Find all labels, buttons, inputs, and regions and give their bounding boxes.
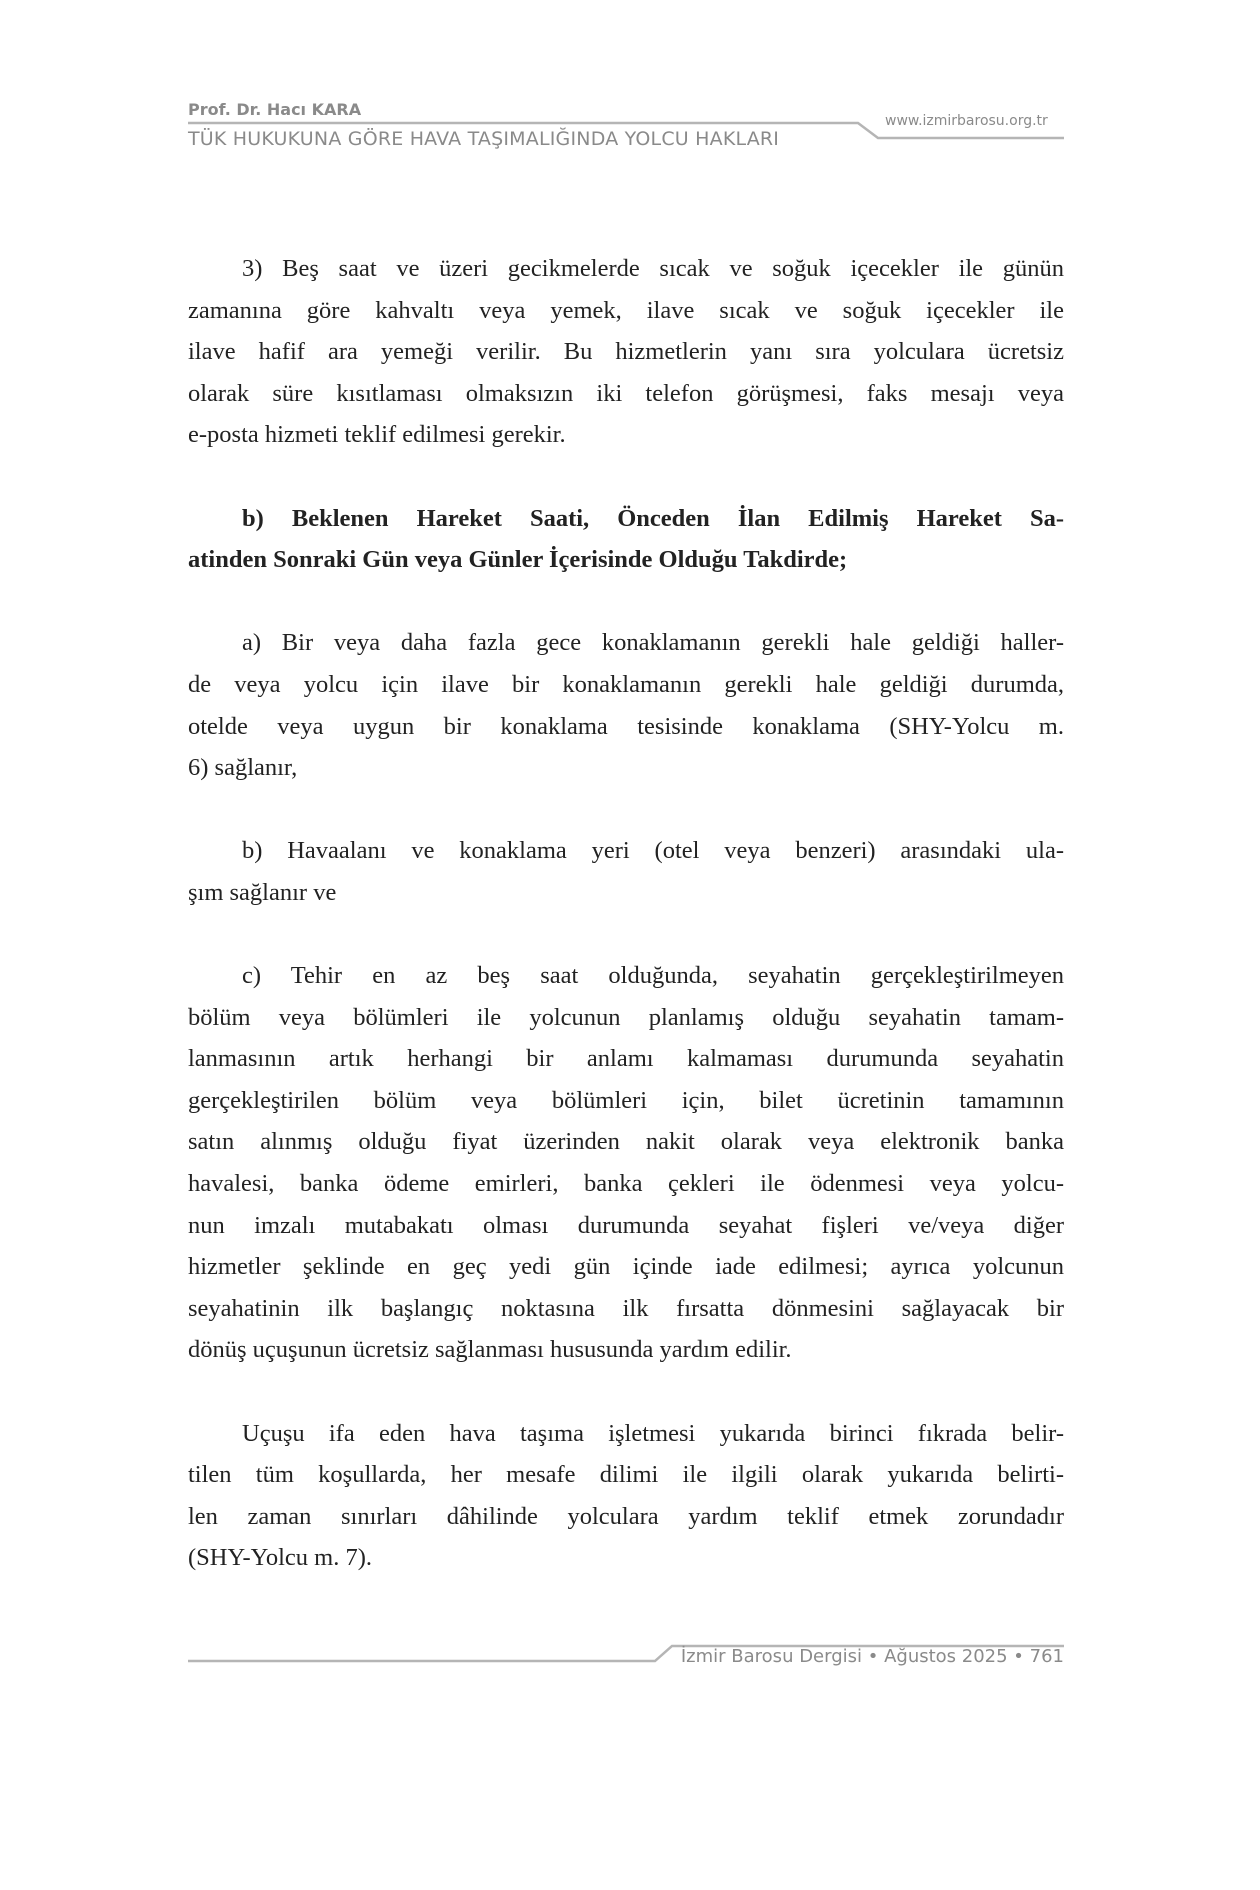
- text-line: tilen tüm koşullarda, her mesafe dilimi ile ilgili olarak yukarıda belirti-: [188, 1461, 1064, 1489]
- text-line: seyahatinin ilk başlangıç noktasına ilk fırsatta dönmesini sağlayacak bir: [188, 1294, 1064, 1322]
- section-heading: [188, 498, 1064, 581]
- text-line: c) Tehir en az beş saat olduğunda, seyahatin gerçekleştirilmeyen: [242, 962, 1064, 990]
- text-line: havalesi, banka ödeme emirleri, banka çekleri ile ödenmesi veya yolcu-: [188, 1170, 1064, 1198]
- text-line: Uçuşu ifa eden hava taşıma işletmesi yukarıda birinci fıkrada belir-: [242, 1419, 1064, 1447]
- text-line: hizmetler şeklinde en geç yedi gün içinde iade edilmesi; ayrıca yolcunun: [188, 1253, 1064, 1281]
- text-line: ilave hafif ara yemeği verilir. Bu hizmetlerin yanı sıra yolculara ücretsiz: [188, 338, 1064, 366]
- paragraph: [188, 622, 1064, 788]
- text-line: 6) sağlanır,: [188, 754, 298, 782]
- text-line: len zaman sınırları dâhilinde yolculara yardım teklif etmek zorundadır: [188, 1502, 1064, 1530]
- paragraph: [188, 1413, 1064, 1579]
- text-line: b) Havaalanı ve konaklama yeri (otel veya benzeri) arasındaki ula-: [242, 837, 1064, 865]
- text-line: otelde veya uygun bir konaklama tesisinde konaklama (SHY-Yolcu m.: [188, 712, 1064, 740]
- paragraph: [188, 830, 1064, 913]
- text-line: nun imzalı mutabakatı olması durumunda seyahat fişleri ve/veya diğer: [188, 1211, 1064, 1239]
- body-text: [188, 248, 1064, 1621]
- text-line: dönüş uçuşunun ücretsiz sağlanması hususunda yardım edilir.: [188, 1336, 792, 1364]
- text-line: gerçekleştirilen bölüm veya bölümleri için, bilet ücretinin tamamının: [188, 1086, 1064, 1114]
- paragraph: [188, 955, 1064, 1371]
- text-line: b) Beklenen Hareket Saati, Önceden İlan Edilmiş Hareket Sa-: [242, 504, 1064, 532]
- author-name: Prof. Dr. Hacı KARA: [188, 100, 362, 119]
- text-line: (SHY-Yolcu m. 7).: [188, 1544, 373, 1572]
- text-line: e-posta hizmeti teklif edilmesi gerekir.: [188, 421, 566, 449]
- article-title: TÜK HUKUKUNA GÖRE HAVA TAŞIMALIĞINDA YOLCU HAKLARI: [188, 128, 780, 150]
- text-line: satın alınmış olduğu fiyat üzerinden nakit olarak veya elektronik banka: [188, 1128, 1064, 1156]
- text-line: şım sağlanır ve: [188, 878, 337, 906]
- paragraph: [188, 248, 1064, 456]
- text-line: zamanına göre kahvaltı veya yemek, ilave sıcak ve soğuk içecekler ile: [188, 296, 1064, 324]
- text-line: atinden Sonraki Gün veya Günler İçerisinde Olduğu Takdirde;: [188, 546, 848, 574]
- text-line: olarak süre kısıtlaması olmaksızın iki telefon görüşmesi, faks mesajı veya: [188, 379, 1064, 407]
- text-line: a) Bir veya daha fazla gece konaklamanın gerekli hale geldiği haller-: [242, 629, 1064, 657]
- footer-journal-info: İzmir Barosu Dergisi • Ağustos 2025 • 761: [680, 1646, 1064, 1667]
- text-line: de veya yolcu için ilave bir konaklamanın gerekli hale geldiği durumda,: [188, 670, 1064, 698]
- text-line: 3) Beş saat ve üzeri gecikmelerde sıcak ve soğuk içecekler ile günün: [242, 255, 1064, 282]
- text-line: lanmasının artık herhangi bir anlamı kalmaması durumunda seyahatin: [188, 1045, 1064, 1073]
- text-line: bölüm veya bölümleri ile yolcunun planlamış olduğu seyahatin tamam-: [188, 1003, 1064, 1031]
- website-url: www.izmirbarosu.org.tr: [885, 113, 1048, 129]
